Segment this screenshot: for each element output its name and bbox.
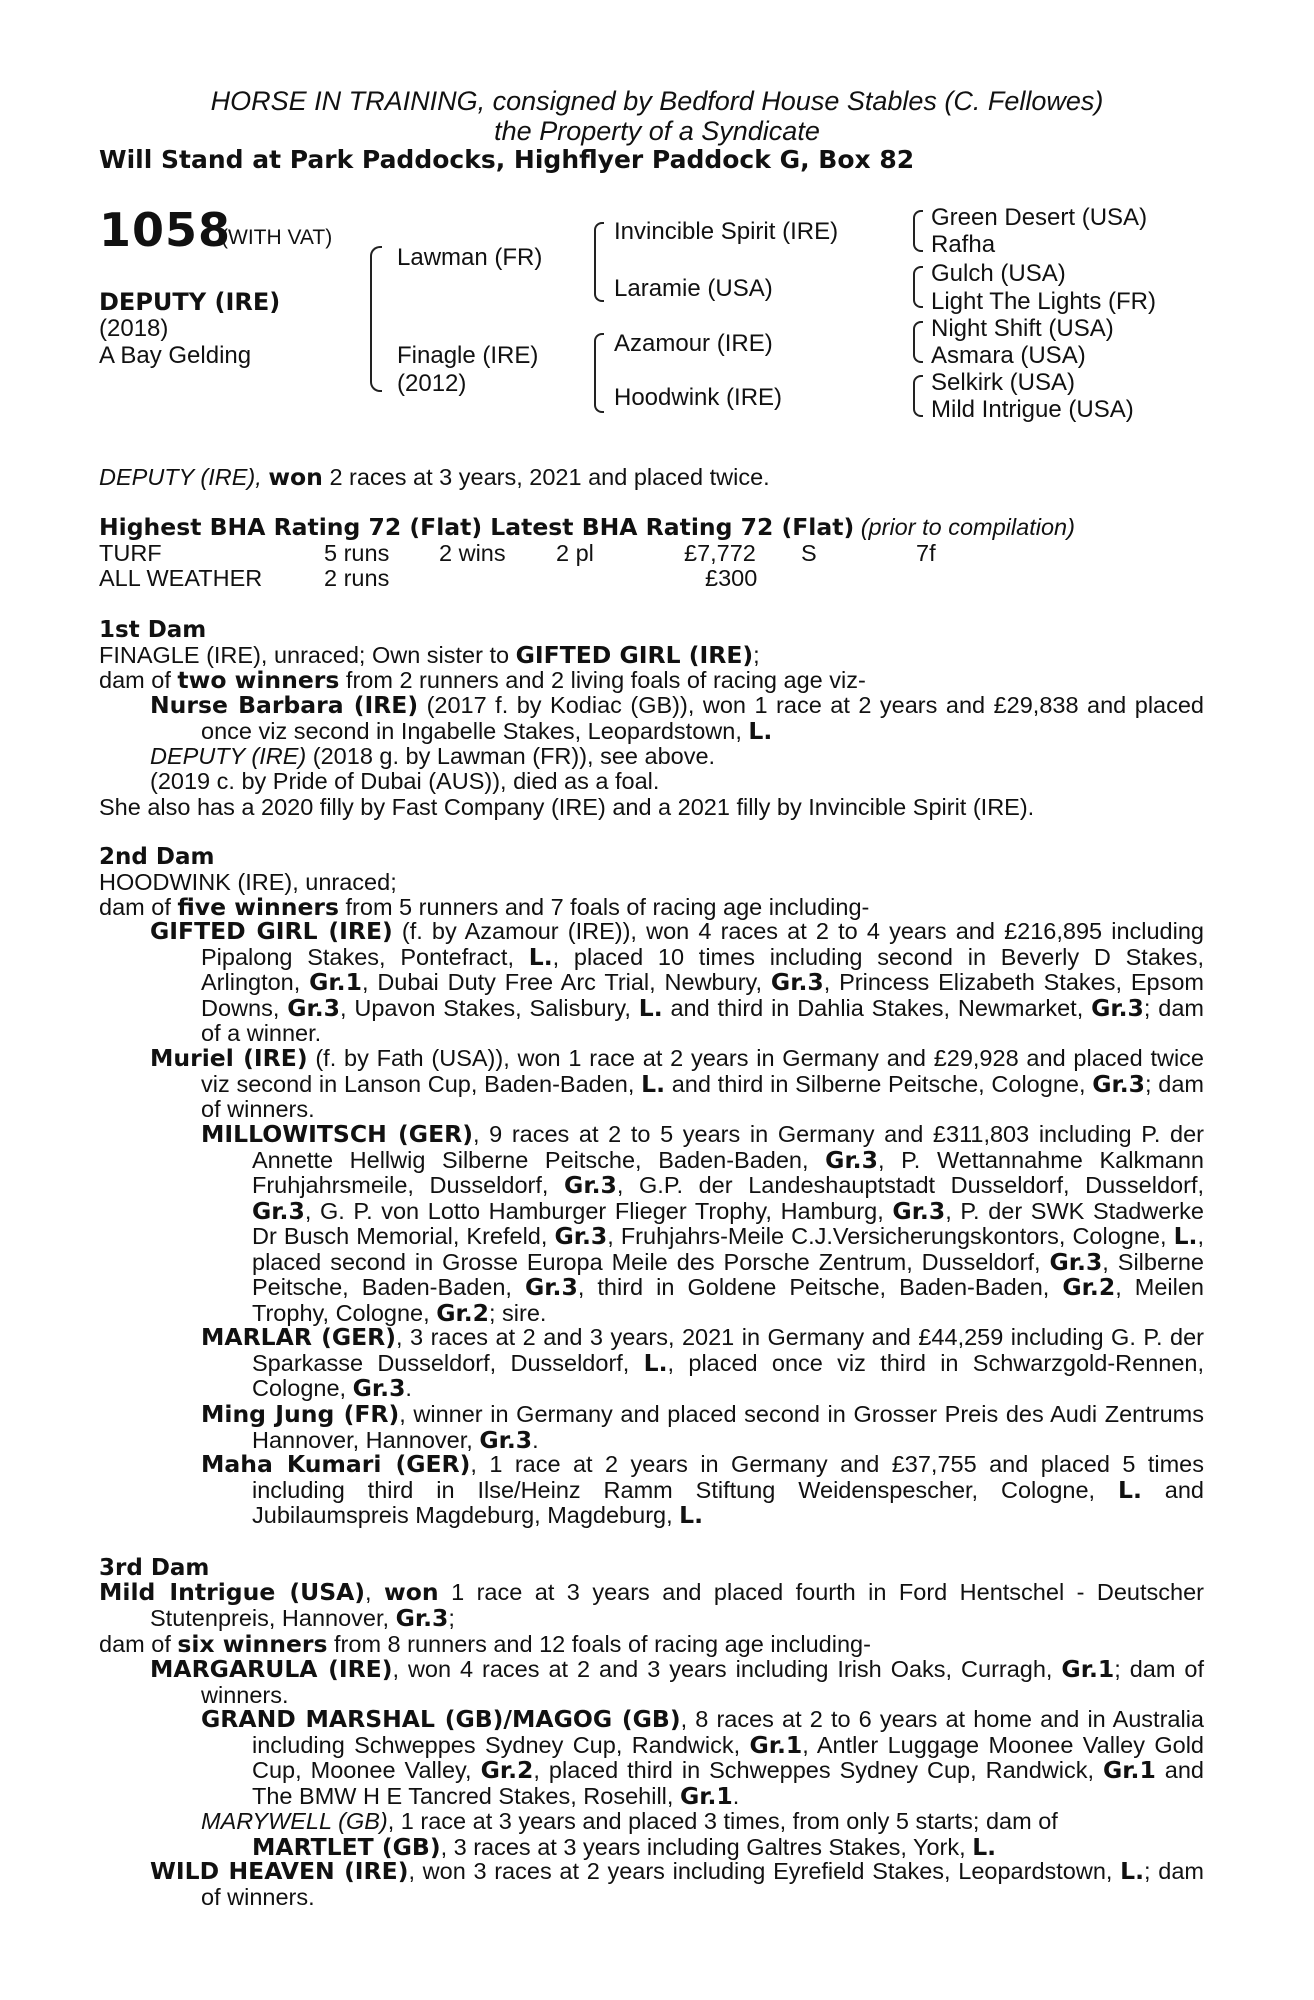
produce-margarula: MARGARULA (IRE), won 4 races at 2 and 3 years including Irish Oaks, Curragh, Gr.1; dam of winners.: [150, 1655, 1204, 1708]
produce-deputy: DEPUTY (IRE) (2018 g. by Lawman (FR)), see above.: [150, 743, 716, 769]
produce-younger-fillies: She also has a 2020 filly by Fast Company (IRE) and a 2021 filly by Invincible Spirit (IRE).: [99, 794, 1035, 820]
pedigree-brace-main: [370, 246, 382, 392]
produce-wild-heaven: WILD HEAVEN (IRE), won 3 races at 2 years including Eyrefield Stakes, Leopardstown, L.; dam of winners.: [150, 1857, 1204, 1910]
pedigree-ssd: Rafha: [931, 231, 996, 258]
produce-muriel: Muriel (IRE) (f. by Fath (USA)), won 1 race at 2 years in Germany and £29,928 and placed twice viz second in Lanson Cup, Baden-Baden, L. and third in Silberne Peitsche, Cologne, Gr.3; dam of winners.: [150, 1044, 1204, 1122]
vat-note: (WITH VAT): [221, 226, 333, 249]
record-turf-prize: £7,772: [684, 540, 756, 566]
pedigree-ddd: Mild Intrigue (USA): [931, 396, 1134, 423]
second-dam-line: HOODWINK (IRE), unraced;: [99, 869, 397, 895]
header-line-1: HORSE IN TRAINING, consigned by Bedford House Stables (C. Fellowes): [210, 86, 1104, 116]
record-aw-prize: £300: [705, 565, 758, 591]
produce-maha-kumari: Maha Kumari (GER), 1 race at 2 years in Germany and £37,755 and placed 5 times including third in Ilse/Heinz Ramm Stiftung Weidenspescher, Cologne, L. and Jubilaumspreis Magdeburg, Magdeburg, L.: [201, 1450, 1204, 1529]
race-summary: DEPUTY (IRE), won 2 races at 3 years, 2021 and placed twice.: [99, 463, 770, 491]
second-dam-heading: 2nd Dam: [99, 844, 215, 870]
lot-number: 1058: [99, 203, 232, 257]
pedigree-sds: Gulch (USA): [931, 260, 1066, 287]
produce-2019-colt: (2019 c. by Pride of Dubai (AUS)), died as a foal.: [150, 768, 660, 794]
horse-name: DEPUTY (IRE): [99, 288, 281, 316]
bha-ratings: Highest BHA Rating 72 (Flat) Latest BHA Rating 72 (Flat) (prior to compilation): [99, 513, 1075, 541]
produce-marywell: MARYWELL (GB), 1 race at 3 years and placed 3 times, from only 5 starts; dam of: [201, 1808, 1058, 1834]
record-aw-runs: 2 runs: [324, 565, 390, 591]
record-turf-placed: 2 pl: [556, 540, 594, 566]
first-dam-produce: dam of two winners from 2 runners and 2 living foals of racing age viz-: [99, 666, 866, 694]
record-turf-surface: TURF: [99, 540, 162, 566]
horse-description: A Bay Gelding: [99, 342, 252, 369]
pedigree-brace-dam: [594, 333, 604, 413]
pedigree-brace-g1: [913, 210, 923, 252]
pedigree-dam-year: (2012): [397, 370, 467, 397]
third-dam-produce: dam of six winners from 8 runners and 12 foals of racing age including-: [99, 1630, 871, 1658]
pedigree-sss: Green Desert (USA): [931, 204, 1148, 231]
record-turf-distance: 7f: [916, 540, 936, 566]
pedigree-dds: Selkirk (USA): [931, 369, 1076, 396]
pedigree-sire-sire: Invincible Spirit (IRE): [614, 218, 839, 245]
produce-martlet: MARTLET (GB), 3 races at 3 years including Galtres Stakes, York, L.: [252, 1833, 997, 1861]
pedigree-dss: Night Shift (USA): [931, 315, 1114, 342]
produce-grand-marshal: GRAND MARSHAL (GB)/MAGOG (GB), 8 races at 2 to 6 years at home and in Australia including Schweppes Sydney Cup, Randwick, Gr.1, Antler Luggage Moonee Valley Gold Cup, Moonee Valley, Gr.2, placed third in Schweppes Sydney Cup, Randwick, Gr.1 and The BMW H E Tancred Stakes, Rosehill, Gr.1.: [201, 1705, 1204, 1810]
pedigree-dsd: Asmara (USA): [931, 342, 1086, 369]
pedigree-brace-sire: [594, 222, 604, 302]
pedigree-dam-dam: Hoodwink (IRE): [614, 384, 783, 411]
produce-ming-jung: Ming Jung (FR), winner in Germany and placed second in Grosser Preis des Audi Zentrums Hannover, Hannover, Gr.3.: [201, 1400, 1204, 1454]
pedigree-sdd: Light The Lights (FR): [931, 288, 1156, 315]
pedigree-dam-sire: Azamour (IRE): [614, 330, 773, 357]
pedigree-sire-dam: Laramie (USA): [614, 275, 773, 302]
third-dam-heading: 3rd Dam: [99, 1555, 210, 1581]
produce-gifted-girl: GIFTED GIRL (IRE) (f. by Azamour (IRE)), won 4 races at 2 to 4 years and £216,895 including Pipalong Stakes, Pontefract, L., placed 10 times including second in Beverly D Stakes, Arlington, Gr.1, Dubai Duty Free Arc Trial, Newbury, Gr.3, Princess Elizabeth Stakes, Epsom Downs, Gr.3, Upavon Stakes, Salisbury, L. and third in Dahlia Stakes, Newmarket, Gr.3; dam of a winner.: [150, 917, 1204, 1046]
pedigree-sire: Lawman (FR): [397, 244, 543, 271]
first-dam-heading: 1st Dam: [99, 617, 207, 643]
pedigree-dam: Finagle (IRE): [397, 342, 539, 369]
third-dam-line: Mild Intrigue (USA), won 1 race at 3 years and placed fourth in Ford Hentschel - Deutscher Stutenpreis, Hannover, Gr.3;: [99, 1578, 1204, 1632]
pedigree-brace-g3: [913, 321, 923, 363]
produce-marlar: MARLAR (GER), 3 races at 2 and 3 years, 2021 in Germany and £44,259 including G. P. der Sparkasse Dusseldorf, Dusseldorf, L., placed once viz third in Schwarzgold-Rennen, Cologne, Gr.3.: [201, 1323, 1205, 1402]
second-dam-produce: dam of five winners from 5 runners and 7 foals of racing age including-: [99, 893, 870, 921]
produce-millowitsch: MILLOWITSCH (GER), 9 races at 2 to 5 years in Germany and £311,803 including P. der Annette Hellwig Silberne Peitsche, Baden-Baden, Gr.3, P. Wettannahme Kalkmann Fruhjahrsmeile, Dusseldorf, Gr.3, G.P. der Landeshauptstadt Dusseldorf, Dusseldorf, Gr.3, G. P. von Lotto Hamburger Flieger Trophy, Hamburg, Gr.3, P. der SWK Stadwerke Dr Busch Memorial, Krefeld, Gr.3, Fruhjahrs-Meile C.J.Versicherungskontors, Cologne, L., placed second in Grosse Europa Meile des Porsche Zentrum, Dusseldorf, Gr.3, Silberne Peitsche, Baden-Baden, Gr.3, third in Goldene Peitsche, Baden-Baden, Gr.2, Meilen Trophy, Cologne, Gr.2; sire.: [201, 1120, 1204, 1327]
record-turf-runs: 5 runs: [324, 540, 390, 566]
record-aw-surface: ALL WEATHER: [99, 565, 263, 591]
pedigree-brace-g2: [913, 266, 923, 308]
pedigree-brace-g4: [913, 375, 923, 417]
first-dam-line: FINAGLE (IRE), unraced; Own sister to GIFTED GIRL (IRE);: [99, 641, 760, 669]
produce-nurse-barbara: Nurse Barbara (IRE) (2017 f. by Kodiac (GB)), won 1 race at 2 years and £29,838 and placed once viz second in Ingabelle Stakes, Leopardstown, L.: [150, 691, 1204, 745]
record-turf-wins: 2 wins: [439, 540, 506, 566]
header-line-2: the Property of a Syndicate: [494, 116, 820, 146]
horse-year: (2018): [99, 315, 169, 342]
record-turf-going: S: [801, 540, 817, 566]
stand-location: Will Stand at Park Paddocks, Highflyer Paddock G, Box 82: [99, 145, 915, 174]
